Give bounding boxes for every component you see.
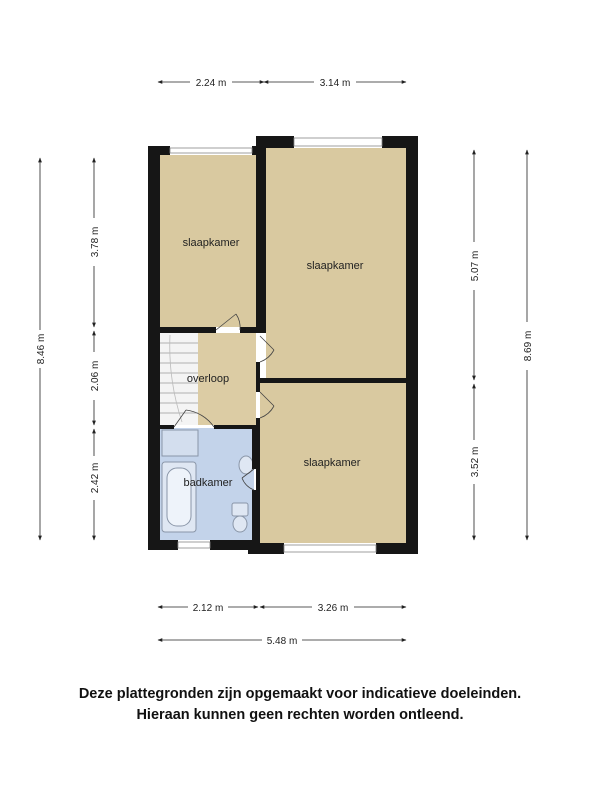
disclaimer-line-1: Deze plattegronden zijn opgemaakt voor indicatieve doeleinden.	[78, 686, 522, 702]
room-label-bathroom: badkamer	[183, 477, 233, 489]
dimension-left-upper: 3.78 m	[90, 226, 101, 258]
dimension-left-total: 8.46 m	[36, 333, 47, 365]
toilet	[232, 503, 248, 516]
room-label-bedroom-bottom-right: slaapkamer	[303, 457, 361, 469]
disclaimer-line-2: Hieraan kunnen geen rechten worden ontleend.	[136, 707, 464, 723]
dimension-top-right: 3.14 m	[319, 78, 351, 89]
dimension-left-middle: 2.06 m	[90, 360, 101, 392]
dimension-right-total: 8.69 m	[523, 330, 534, 362]
window-bottom-left	[178, 542, 210, 548]
dimension-top-left: 2.24 m	[195, 78, 227, 89]
dimension-bottom-total: 5.48 m	[266, 636, 298, 647]
room-label-bedroom-top-left: slaapkamer	[182, 237, 240, 249]
dimension-right-lower: 3.52 m	[470, 446, 481, 478]
dimension-bottom-left: 2.12 m	[192, 603, 224, 614]
dimension-bottom-right: 3.26 m	[317, 603, 349, 614]
window-top-right	[294, 138, 382, 146]
dimension-right-upper: 5.07 m	[470, 250, 481, 282]
window-bottom-right	[284, 545, 376, 552]
room-label-landing: overloop	[186, 373, 230, 385]
dimension-left-lower: 2.42 m	[90, 462, 101, 494]
window-top-left	[170, 148, 252, 153]
shower-tray	[162, 430, 198, 456]
room-label-bedroom-top-right: slaapkamer	[306, 260, 364, 272]
